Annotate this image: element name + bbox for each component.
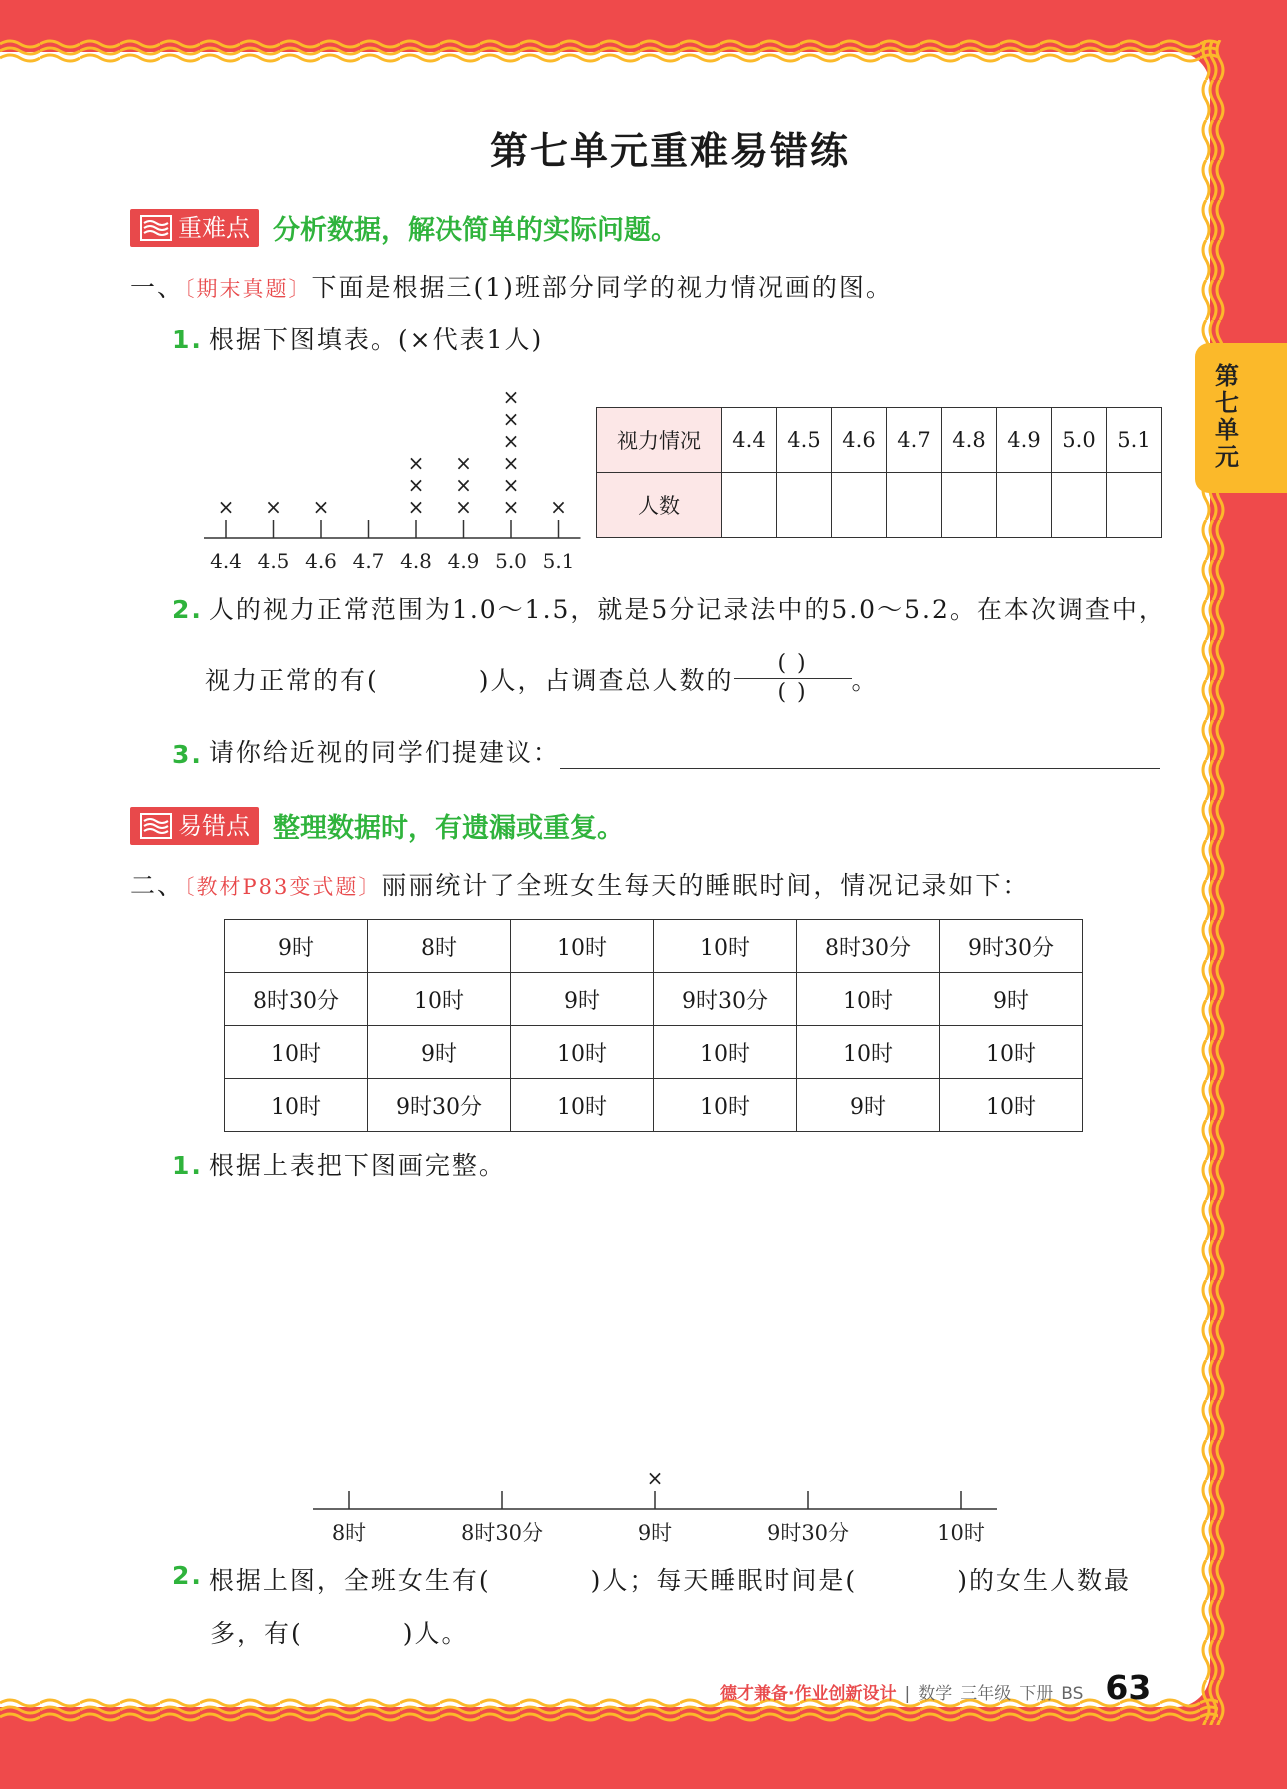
data-mark: × [550, 495, 567, 519]
table-cell: 10时 [940, 1026, 1083, 1079]
vision-count-input[interactable] [1052, 473, 1107, 538]
data-mark: × [502, 429, 520, 453]
q1-sub3-text: 请你给近视的同学们提建议： [208, 738, 560, 767]
section1-header [130, 208, 678, 247]
footer-brand: 德才兼备·作业创新设计 [720, 1684, 897, 1704]
section2-heading: 整理数据时，有遗漏或重复。 [273, 813, 624, 844]
question-2-tag: 〔教材P83变式题〕 [184, 875, 382, 899]
vision-count-input[interactable] [1107, 473, 1162, 538]
question-1 [130, 268, 893, 304]
vision-table-level: 5.0 [1052, 408, 1107, 473]
table-cell: 9时30分 [654, 973, 797, 1026]
most-common-count-blank[interactable] [303, 1614, 403, 1650]
wave-lines-icon [140, 813, 172, 839]
vision-count-input[interactable] [887, 473, 942, 538]
table-cell: 8时 [368, 920, 511, 973]
vision-count-input[interactable] [722, 473, 777, 538]
tick-label: 9时 [637, 1521, 673, 1545]
data-mark: × [455, 473, 472, 497]
table-cell: 10时 [797, 1026, 940, 1079]
vision-table-header-levels: 视力情况 [597, 408, 722, 473]
data-mark: × [217, 495, 235, 519]
vision-table [596, 407, 1162, 538]
fraction-numerator-blank[interactable]: ( ) [777, 651, 808, 676]
table-row [225, 920, 1083, 973]
question-1-index: 一、 [130, 273, 185, 302]
mistake-point-badge [130, 807, 259, 845]
tick-label: 9时30分 [766, 1521, 850, 1545]
total-girls-blank[interactable] [491, 1561, 591, 1597]
table-cell: 10时 [511, 920, 654, 973]
page-number: 63 [1105, 1668, 1152, 1707]
vision-table-level: 5.1 [1107, 408, 1162, 473]
q1-sub2-number: 2. [172, 595, 203, 624]
vision-table-level: 4.8 [942, 408, 997, 473]
page-title: 第七单元重难易错练 [489, 129, 850, 173]
unit-side-tab [1195, 343, 1287, 493]
wave-lines-icon [140, 215, 172, 241]
vision-count-input[interactable] [777, 473, 832, 538]
tick-label: 5.0 [495, 549, 527, 573]
section2-header [130, 806, 624, 845]
data-mark: × [407, 473, 425, 497]
vision-table-row-levels [597, 408, 1162, 473]
table-cell: 8时30分 [225, 973, 368, 1026]
q2-sub2-text-a: 根据上图，全班女生有( [208, 1566, 491, 1595]
vision-table-row-counts [597, 473, 1162, 538]
table-cell: 9时 [511, 973, 654, 1026]
data-mark: × [646, 1466, 664, 1490]
data-mark: × [407, 495, 425, 519]
table-cell: 10时 [940, 1079, 1083, 1132]
tick-label: 4.7 [352, 549, 385, 573]
tick-label: 8时30分 [460, 1521, 544, 1545]
table-cell: 10时 [511, 1079, 654, 1132]
q1-sub2-text-a: 视力正常的有( [205, 665, 379, 695]
tick-label: 4.6 [305, 549, 337, 573]
table-cell: 10时 [797, 973, 940, 1026]
table-cell: 9时 [225, 920, 368, 973]
vision-table-header-counts: 人数 [597, 473, 722, 538]
q1-sub2-line2 [205, 650, 879, 707]
fraction-denominator-blank[interactable]: ( ) [777, 680, 808, 705]
vision-table-level: 4.6 [832, 408, 887, 473]
table-cell: 10时 [654, 1079, 797, 1132]
table-cell: 9时 [368, 1026, 511, 1079]
data-mark: × [502, 407, 520, 431]
table-row [225, 1079, 1083, 1132]
q2-sub2-text-c: )的女生人数最 [957, 1566, 1131, 1595]
q2-sub2-line2-a: 多，有( [210, 1619, 303, 1648]
table-cell: 8时30分 [797, 920, 940, 973]
q1-sub3 [172, 733, 1160, 769]
q1-sub2-text-b: )人，占调查总人数的 [478, 665, 734, 695]
footer-separator: | [904, 1684, 911, 1704]
vision-count-input[interactable] [997, 473, 1052, 538]
section1-heading: 分析数据，解决简单的实际问题。 [273, 215, 678, 246]
table-cell: 10时 [225, 1079, 368, 1132]
tick-label: 4.9 [447, 549, 480, 573]
question-1-tag: 〔期末真题〕 [184, 277, 312, 301]
question-1-text: 下面是根据三(1)班部分同学的视力情况画的图。 [311, 273, 893, 302]
data-mark: × [502, 385, 520, 409]
table-cell: 10时 [511, 1026, 654, 1079]
table-cell: 10时 [225, 1026, 368, 1079]
q1-sub1-number: 1. [172, 325, 203, 354]
table-cell: 10时 [654, 1026, 797, 1079]
key-point-badge [130, 209, 259, 247]
most-common-time-blank[interactable] [857, 1561, 957, 1597]
tick-label: 10时 [937, 1521, 985, 1545]
footer-subject: 数学 [918, 1684, 953, 1704]
q1-sub2-period: 。 [851, 665, 879, 695]
data-mark: × [312, 495, 330, 519]
q2-sub2-line1 [172, 1561, 1131, 1597]
sleep-time-table [224, 919, 1083, 1132]
q1-sub2-text: 人的视力正常范围为1.0～1.5，就是5分记录法中的5.0～5.2。在本次调查中， [208, 595, 1166, 624]
footer-grade: 三年级 [960, 1684, 1012, 1704]
table-cell: 9时 [940, 973, 1083, 1026]
vision-table-level: 4.7 [887, 408, 942, 473]
data-mark: × [455, 495, 472, 519]
table-cell: 10时 [654, 920, 797, 973]
question-2-index: 二、 [130, 871, 185, 900]
data-mark: × [265, 495, 282, 519]
q2-sub1-text: 根据上表把下图画完整。 [208, 1151, 506, 1180]
table-cell: 10时 [368, 973, 511, 1026]
footer-volume: 下册 [1019, 1684, 1054, 1704]
mistake-point-badge-label: 易错点 [178, 811, 250, 840]
data-mark: × [502, 451, 520, 475]
wavy-border-right [1198, 40, 1228, 1725]
table-cell: 9时30分 [940, 920, 1083, 973]
tick-label: 4.4 [210, 549, 242, 573]
q1-sub1-text: 根据下图填表。(×代表1人) [208, 325, 544, 354]
vision-table-level: 4.5 [777, 408, 832, 473]
table-cell: 9时 [797, 1079, 940, 1132]
table-row [225, 973, 1083, 1026]
tick-label: 5.1 [542, 549, 575, 573]
data-mark: × [502, 473, 520, 497]
vision-line-plot [195, 370, 585, 575]
q1-sub1 [172, 320, 543, 356]
tick-label: 4.8 [400, 549, 432, 573]
suggestion-answer-line[interactable] [560, 740, 1160, 769]
q2-sub2-text-b: )人；每天睡眠时间是( [590, 1566, 858, 1595]
data-mark: × [502, 495, 520, 519]
table-row [225, 1026, 1083, 1079]
vision-table-level: 4.9 [997, 408, 1052, 473]
sleep-line-plot[interactable] [300, 1155, 1000, 1550]
table-cell: 9时30分 [368, 1079, 511, 1132]
q2-sub2-number: 2. [172, 1561, 203, 1590]
question-2 [130, 866, 1029, 902]
vision-count-input[interactable] [942, 473, 997, 538]
vision-table-level: 4.4 [722, 408, 777, 473]
tick-label: 8时 [331, 1521, 367, 1545]
q2-sub1-number: 1. [172, 1151, 203, 1180]
footer [720, 1668, 1151, 1707]
q2-sub2-line2-b: )人。 [402, 1619, 469, 1648]
vision-count-input[interactable] [832, 473, 887, 538]
data-mark: × [455, 451, 472, 475]
question-2-text: 丽丽统计了全班女生每天的睡眠时间，情况记录如下： [381, 871, 1030, 900]
wavy-border-top [0, 36, 1218, 66]
q2-sub2-line2 [210, 1614, 469, 1650]
data-mark: × [407, 451, 425, 475]
unit-side-tab-label: 第七单元 [1215, 362, 1239, 471]
footer-edition: BS [1061, 1684, 1084, 1704]
q1-sub2-line1 [172, 590, 1166, 626]
q1-sub3-number: 3. [172, 740, 203, 769]
fraction-answer[interactable] [734, 650, 852, 707]
key-point-badge-label: 重难点 [178, 213, 250, 242]
tick-label: 4.5 [257, 549, 290, 573]
